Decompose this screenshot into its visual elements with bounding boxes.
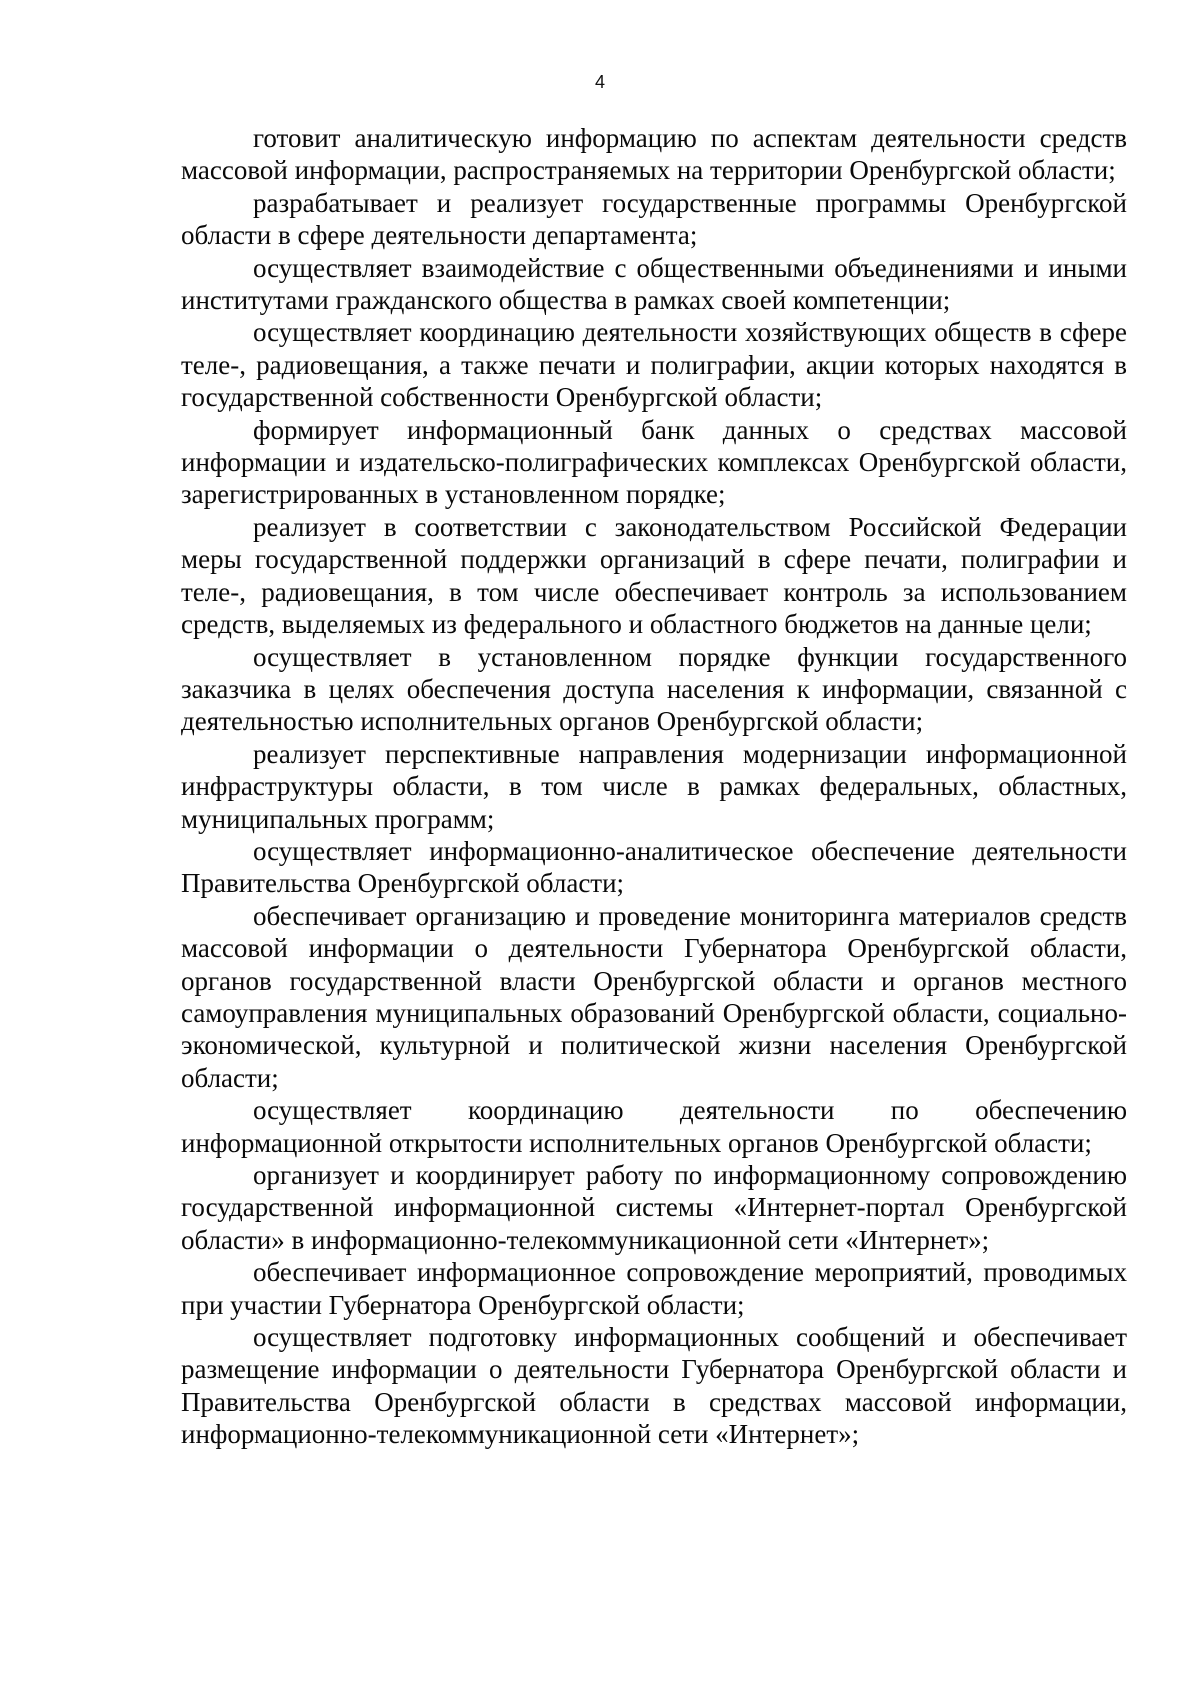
paragraph-portal: организует и координирует работу по информационному сопровождению государственной информационной системы «Интернет-портал Оренбургской области» в информационно-телекоммуникационной сети «Интернет»; [181, 1160, 1127, 1255]
paragraph-publications: осуществляет подготовку информационных сообщений и обеспечивает размещение информации о деятельности Губернатора Оренбургской области и Правительства Оренбургской области в средствах массовой информации, информационно-телекоммуникационной сети «Интернет»; [181, 1322, 1127, 1450]
document-body [181, 122, 1127, 1451]
paragraph-analytics: готовит аналитическую информацию по аспектам деятельности средств массовой информации, распространяемых на территории Оренбургской области; [181, 123, 1127, 186]
paragraph-business-coordination: осуществляет координацию деятельности хозяйствующих обществ в сфере теле-, радиовещания, а также печати и полиграфии, акции которых находятся в государственной собственности Оренбургской области; [181, 317, 1127, 413]
paragraph-events: обеспечивает информационное сопровождение мероприятий, проводимых при участии Губернатора Оренбургской области; [181, 1257, 1127, 1320]
paragraph-public-associations: осуществляет взаимодействие с общественными объединениями и иными институтами гражданского общества в рамках своей компетенции; [181, 252, 1127, 316]
paragraph-analytical-support: осуществляет информационно-аналитическое обеспечение деятельности Правительства Оренбургской области; [181, 835, 1127, 899]
paragraph-monitoring: обеспечивает организацию и проведение мониторинга материалов средств массовой информации о деятельности Губернатора Оренбургской области, органов государственной власти Оренбургской области и органов местного самоуправления муниципальных образований Оренбургской области, социально-экономической, культурной и политической жизни населения Оренбургской области; [181, 900, 1127, 1093]
paragraph-state-support: реализует в соответствии с законодательством Российской Федерации меры государственной поддержки организаций в сфере печати, полиграфии и теле-, радиовещания, в том числе обеспечивает контроль за использованием средств, выделяемых из федерального и областного бюджетов на данные цели; [181, 511, 1127, 640]
paragraph-state-customer: осуществляет в установленном порядке функции государственного заказчика в целях обеспечения доступа населения к информации, связанной с деятельностью исполнительных органов Оренбургской области; [181, 641, 1127, 737]
page-number: 4 [594, 72, 605, 92]
paragraph-data-bank: формирует информационный банк данных о средствах массовой информации и издательско-полиграфических комплексах Оренбургской области, зарегистрированных в установленном порядке; [181, 414, 1127, 510]
paragraph-openness: осуществляет координацию деятельности по обеспечению информационной открытости исполнительных органов Оренбургской области; [181, 1095, 1127, 1158]
paragraph-modernization: реализует перспективные направления модернизации информационной инфраструктуры области, в том числе в рамках федеральных, областных, муниципальных программ; [181, 738, 1127, 834]
paragraph-state-programs: разрабатывает и реализует государственные программы Оренбургской области в сфере деятельности департамента; [181, 187, 1127, 251]
